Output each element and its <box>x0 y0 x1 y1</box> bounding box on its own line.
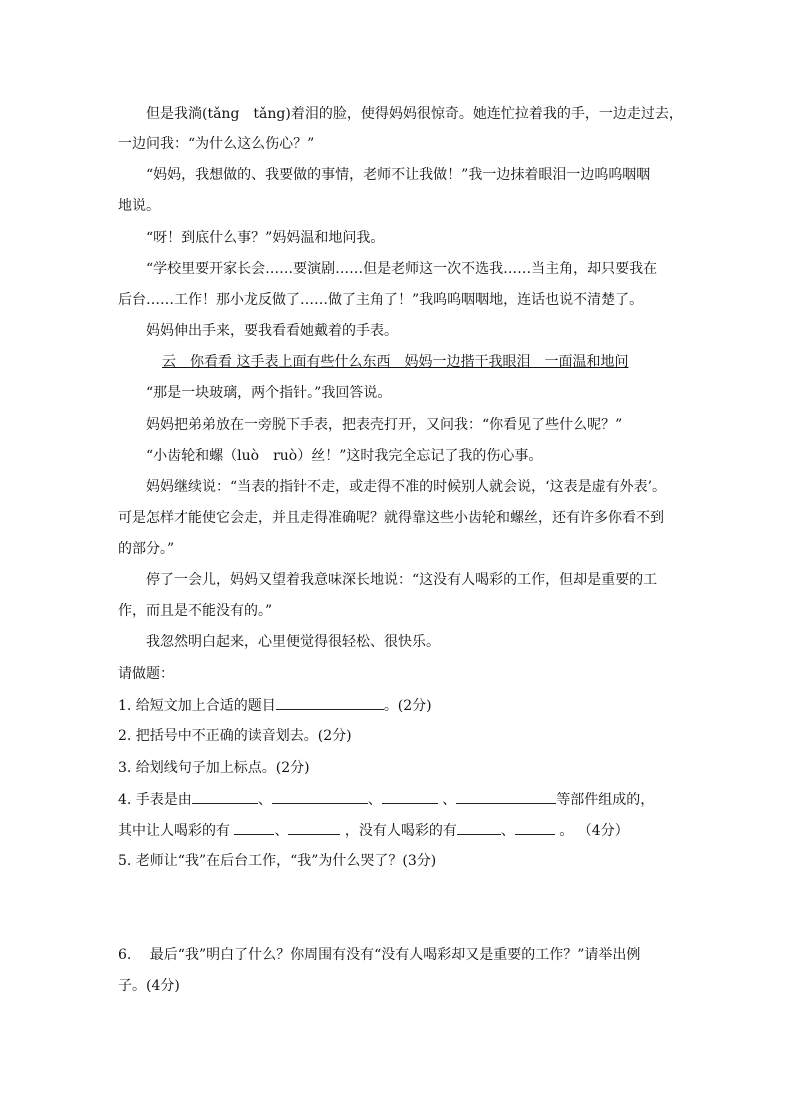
story-line: 但是我淌(tǎng tǎng)着泪的脸，使得妈妈很惊奇。她连忙拉着我的手，一边走过去， <box>146 106 683 122</box>
story-line: 一边问我：“为什么这么伤心？” <box>118 136 315 152</box>
story-line: “呀！到底什么事？”妈妈温和地问我。 <box>146 230 385 246</box>
question-4-line-2 <box>118 820 629 841</box>
question-2: 2. 把括号中不正确的读音划去。(2分) <box>118 728 352 744</box>
question-text: 4. 手表是由 <box>118 792 192 808</box>
separator: 、 <box>257 792 272 808</box>
story-line: “小齿轮和螺（luò ruò）丝！”这时我完全忘记了我的伤心事。 <box>146 448 543 464</box>
answer-blank[interactable] <box>192 789 258 804</box>
separator: 、 <box>274 823 289 839</box>
story-line: 我忽然明白起来，心里便觉得很轻松、很快乐。 <box>146 634 440 650</box>
story-line: 地说。 <box>118 198 160 214</box>
answer-blank[interactable] <box>276 695 384 710</box>
separator: 、 <box>442 792 457 808</box>
story-line: 停了一会儿，妈妈又望着我意味深长地说：“这没有人喝彩的工作，但却是重要的工 <box>146 572 658 588</box>
separator: 、 <box>367 792 382 808</box>
question-text: 等部件组成的， <box>556 792 655 808</box>
question-6: 6. 最后“我”明白了什么？你周围有没有“没有人喝彩却又是重要的工作？”请举出例 <box>118 947 641 963</box>
answer-blank[interactable] <box>382 789 438 804</box>
question-text: 其中让人喝彩的有 <box>118 823 235 839</box>
answer-blank[interactable] <box>515 820 555 835</box>
question-6-line-2: 子。(4分) <box>118 978 180 994</box>
question-1 <box>118 695 432 716</box>
question-3: 3. 给划线句子加上标点。(2分) <box>118 760 310 776</box>
story-line: “学校里要开家长会……要演剧……但是老师这一次不选我……当主角，却只要我在 <box>146 261 658 277</box>
question-5: 5. 老师让“我”在后台工作，“我”为什么哭了？(3分) <box>118 853 437 869</box>
separator: 、 <box>500 823 515 839</box>
answer-blank[interactable] <box>272 789 368 804</box>
question-text: 。 （4分） <box>554 823 629 839</box>
answer-blank[interactable] <box>288 820 340 835</box>
question-text: ，没有人喝彩的有 <box>340 823 457 839</box>
underlined-sentence: 云 你看看 这手表上面有些什么东西 妈妈一边揩干我眼泪 一面温和地问 <box>162 354 629 370</box>
story-line: 作，而且是不能没有的。” <box>118 603 273 619</box>
question-text: 1. 给短文加上合适的题目 <box>118 698 276 714</box>
answer-blank[interactable] <box>456 789 556 804</box>
story-line: 后台……工作！那小龙反做了……做了主角了！”我呜呜咽咽地，连话也说不清楚了。 <box>118 292 644 308</box>
story-line: “妈妈，我想做的、我要做的事情，老师不让我做！”我一边抹着眼泪一边呜呜咽咽 <box>146 167 651 183</box>
questions-heading: 请做题： <box>118 666 174 682</box>
answer-blank[interactable] <box>234 820 274 835</box>
story-line: 妈妈伸出手来，要我看看她戴着的手表。 <box>146 323 398 339</box>
story-line: 妈妈继续说：“当表的指针不走，或走得不准的时候别人就会说，‘这表是虚有外表’。 <box>146 479 667 495</box>
story-line: 可是怎样才能使它会走，并且走得准确呢？就得靠这些小齿轮和螺丝，还有许多你看不到 <box>118 510 664 526</box>
story-line: “那是一块玻璃，两个指针。”我回答说。 <box>146 385 392 401</box>
question-text: 。(2分) <box>383 698 432 714</box>
answer-blank[interactable] <box>457 820 501 835</box>
question-4 <box>118 789 654 810</box>
story-line: 的部分。” <box>118 541 175 557</box>
story-line: 妈妈把弟弟放在一旁脱下手表，把表壳打开，又问我：“你看见了些什么呢？” <box>146 417 623 433</box>
